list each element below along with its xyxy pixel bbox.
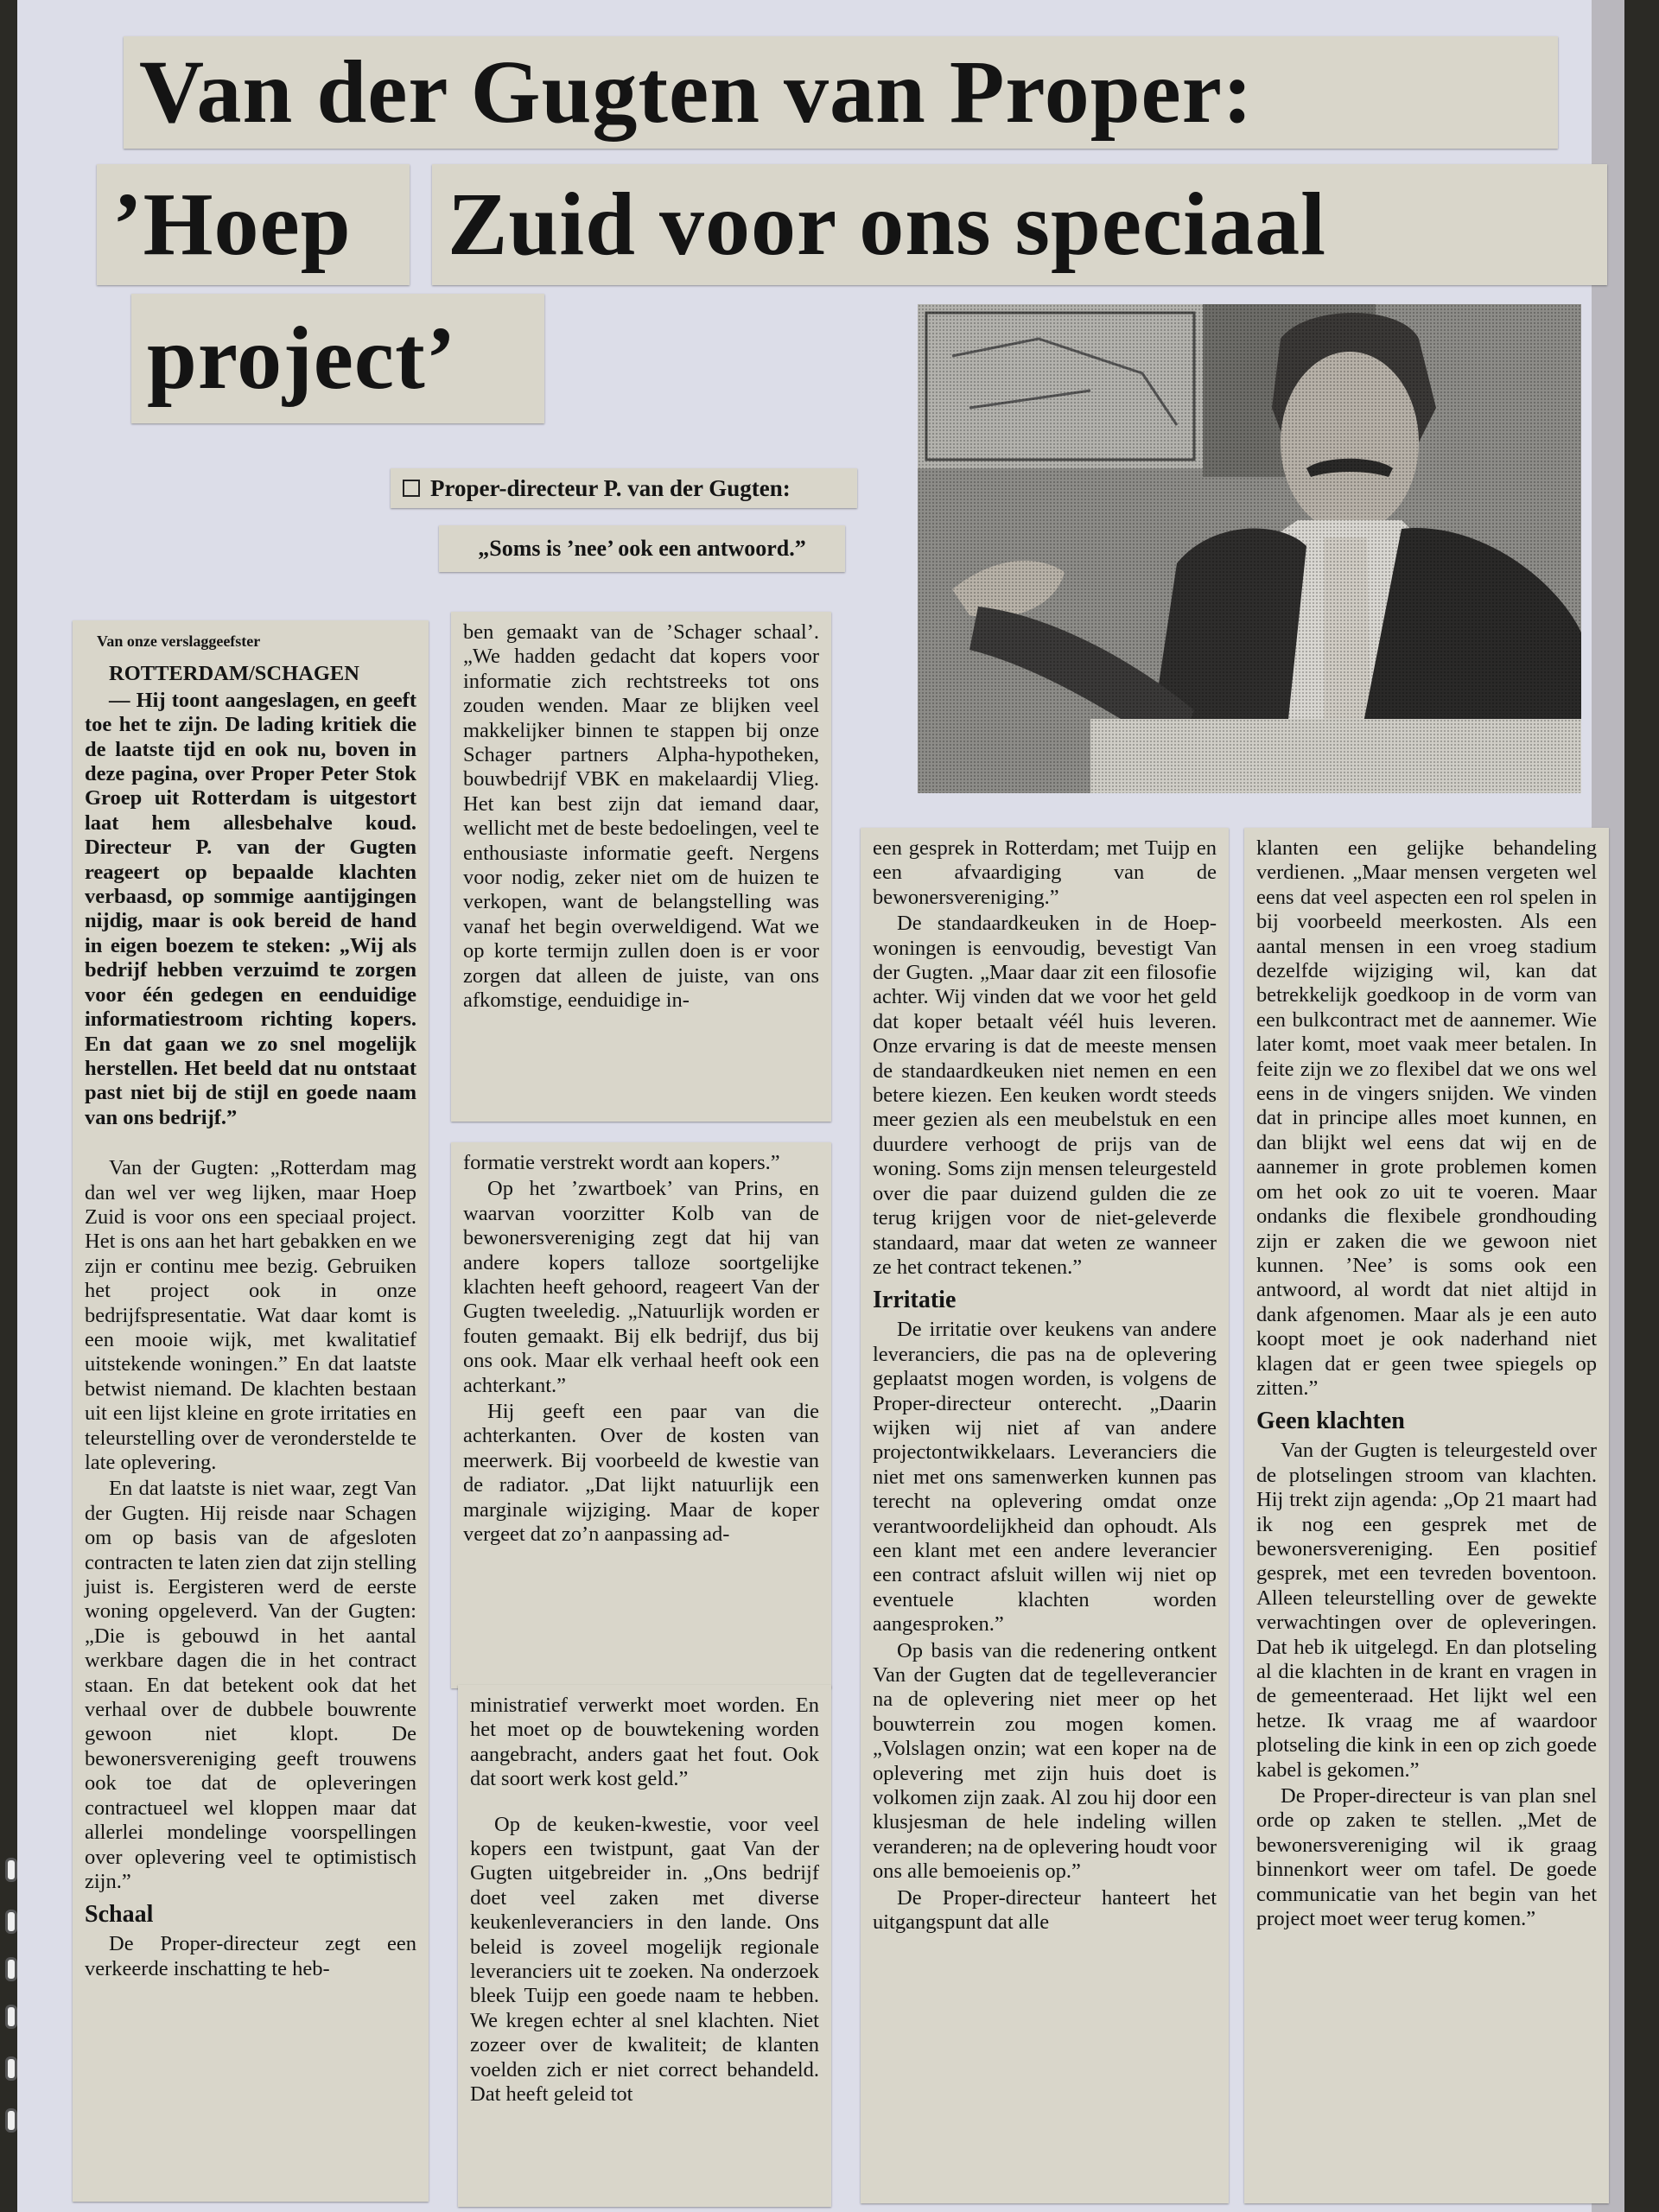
article-column-1	[73, 620, 429, 2202]
lead-paragraph: — Hij toont aangeslagen, en geeft toe het te zijn. De lading kritiek die de laatste tijd en ook nu, boven in deze pagina, over Proper Peter Stok Groep uit Rotterdam is uitgestort laat hem allesbehalve koud. Directeur P. van der Gugten reageert op bepaalde klachten verbaasd, op sommige aantijgingen nijdig, maar is ook bereid de hand in eigen boezem te steken: „Wij als bedrijf hebben verzuimd te zorgen voor één gedegen en eenduidige informatiestroom richting kopers. En dat gaan we zo snel mogelijk herstellen. Het beeld dat nu ontstaat past niet bij de stijl en goede naam van ons bedrijf.”	[85, 688, 416, 1129]
paragraph: Hij geeft een paar van die achterkanten. Over de kosten van meerwerk. Bij voorbeeld de kwestie van de radiator. „Dat lijkt natuurlijk een marginale wijziging. Maar de koper vergeet dat zo’n aanpassing ad-	[463, 1400, 819, 1547]
binder-ring	[5, 1858, 17, 1882]
binder-ring	[5, 2056, 17, 2081]
binder-ring	[5, 1957, 17, 1981]
paragraph: De Proper-directeur hanteert het uitgangspunt dat alle	[873, 1885, 1217, 1935]
portrait-illustration	[918, 304, 1581, 793]
paragraph: De irritatie over keukens van andere leveranciers, die pas na de oplevering geplaatst mogen worden, is volgens de Proper-directeur onterecht. „Daarin wijken wij niet af van andere projectontwikkelaars. Leveranciers die niet met ons samenwerken kunnen pas terecht na oplevering omdat onze verantwoordelijkheid dan ophoudt. Als een klant met een andere leverancier een contract afsluit willen wij niet op eventuele klachten worden aangesproken.”	[873, 1318, 1217, 1637]
article-column-3	[861, 828, 1229, 2203]
binder-ring	[5, 1910, 17, 1934]
paragraph: De standaardkeuken in de Hoep-woningen is eenvoudig, bevestigt Van der Gugten. „Maar daar zit een filosofie achter. Wij vinden dat we voor het geld dat koper betaalt véél huis leveren. Onze ervaring is dat de meeste mensen de standaardkeuken niet nemen en een betere kiezen. Een keuken wordt steeds meer gezien als een meubelstuk en een duurdere verhoogt de prijs van de woning. Soms zijn mensen teleurgesteld over die paar duizend gulden die ze terug krijgen voor de niet-geleverde standaard, maar dat weten ze wanneer ze het contract tekenen.”	[873, 912, 1217, 1279]
article-column-2a	[451, 612, 831, 1122]
headline-line-1: Van der Gugten van Proper:	[124, 36, 1558, 149]
binder-ring	[5, 2005, 17, 2029]
paragraph: Van der Gugten: „Rotterdam mag dan wel ver weg lijken, maar Hoep Zuid is voor ons een speciaal project. Het is ons aan het hart gebakken en we zijn er continu mee bezig. Gebruiken het project ook in onze bedrijfspresentatie. Wat daar komt is een mooie wijk, met kwalitatief uitstekende woningen.” En dat laatste betwist niemand. De klachten bestaan uit een lijst kleine en grote irritaties en teleurstelling over de veronderstelde te late oplevering.	[85, 1156, 416, 1474]
paragraph: En dat laatste is niet waar, zegt Van der Gugten. Hij reisde naar Schagen om op basis van de afgesloten contracten te laten zien dat zijn stelling juist is. Eergisteren werd de eerste woning opgeleverd. Van der Gugten: „Die is gebouwd in het aantal werkbare dagen die in het contract staan. En dat betekent ook dat het verhaal over de dubbele bouwrente gewoon niet klopt. De bewonersvereniging geeft trouwens ook toe dat de opleveringen contractueel wel kloppen maar dat allerlei mondelinge voorspellingen over oplevering veel te optimistisch zijn.”	[85, 1477, 416, 1893]
portrait-photo	[918, 304, 1581, 793]
subhead-schaal: Schaal	[85, 1901, 154, 1929]
dateline: ROTTERDAM/SCHAGEN	[109, 662, 359, 686]
paragraph: ministratief verwerkt moet worden. En het moet op de bouwtekening worden aangebracht, anders gaat het fout. Ook dat soort werk kost geld.”	[470, 1694, 819, 1791]
pull-quote: „Soms is ’nee’ ook een antwoord.”	[439, 525, 845, 572]
headline-line-2b: Zuid voor ons speciaal	[432, 164, 1607, 285]
paragraph: klanten een gelijke behandeling verdienen. „Maar mensen vergeten wel eens dat veel aspecten een rol spelen in bij voorbeeld meerkosten. Als een aantal mensen in een vroeg stadium dezelfde wijziging wil, kan dat betrekkelijk goedkoop in de vorm van een bulkcontract met de aannemer. Wie later komt, moet vaak meer betalen. In feite zijn we zo flexibel dat we ons wel eens in de vingers snijden. We vinden dat in principe alles moet kunnen, en dan blijkt wel eens dat wij en de aannemer in grote problemen komen om het ook zo uit te voeren. Maar ondanks die flexibele grondhouding zijn er zaken die we gewoon niet kunnen. ’Nee’ is soms ook een antwoord, al wordt dat niet altijd in dank afgenomen. Maar als je een auto koopt moet je ook naderhand niet klagen dat er geen twee spiegels op zitten.”	[1256, 836, 1597, 1400]
paragraph: Van der Gugten is teleurgesteld over de plotselingen stroom van klachten. Hij trekt zijn agenda: „Op 21 maart had ik nog een gesprek met de bewonersvereniging. Een positief gesprek, met een tevreden boventoon. Alleen teleurstelling over de gewekte verwachtingen over de opleveringen. Dat heb ik uitgelegd. En dan plotseling al die klachten in de krant en vragen in de gemeenteraad. Het lijkt wel een hetze. Ik vraag me af waardoor plotseling die kink in een op zich goede kabel is gekomen.”	[1256, 1439, 1597, 1782]
paragraph: een gesprek in Rotterdam; met Tuijp en een afvaardiging van de bewonersvereniging.”	[873, 836, 1217, 909]
paragraph: ben gemaakt van de ’Schager schaal’. „We hadden gedacht dat kopers voor informatie zich rechtstreeks tot ons zouden wenden. Maar ze blijken veel makkelijker binnen te stappen bij onze Schager partners Alpha-hypotheken, bouwbedrijf VBK en makelaardij Vlieg. Het kan best zijn dat iemand daar, wellicht met de beste bedoelingen, veel te enthousiaste informatie geeft. Nergens voor nodig, zeker niet om de huizen te verkopen, want de belangstelling was vanaf het begin overweldigend. Wat we op korte termijn zullen doen is er voor zorgen dat alleen de juiste, van ons afkomstige, eenduidige in-	[463, 620, 819, 1013]
paragraph: Op de keuken-kwestie, voor veel kopers een twistpunt, gaat Van der Gugten uitgebreider in. „Ons bedrijf doet veel zaken met diverse keukenleveranciers in den lande. Ons beleid is zoveel mogelijk regionale leveranciers uit te zoeken. Na onderzoek bleek Tuijp een goede naam te hebben. We kregen echter al snel klachten. Niet zozeer over de kwaliteit; de klanten voelden zich er niet correct behandeld. Dat heeft geleid tot	[470, 1812, 819, 2107]
paragraph: formatie verstrekt wordt aan kopers.”	[463, 1151, 780, 1174]
paragraph: De Proper-directeur is van plan snel orde op zaken te stellen. „Met de bewonersvereniging wil ik graag binnenkort weer om tafel. De goede communicatie van het begin van het project moet weer terug komen.”	[1256, 1784, 1597, 1931]
subhead-geen-klachten: Geen klachten	[1256, 1408, 1405, 1435]
article-column-2c	[458, 1685, 831, 2207]
article-column-2b	[451, 1142, 831, 1688]
byline: Van onze verslaggeefster	[97, 632, 261, 650]
subhead-irritatie: Irritatie	[873, 1287, 957, 1314]
paragraph: Op het ’zwartboek’ van Prins, en waarvan voorzitter Kolb van de bewonersvereniging zegt dat hij van andere kopers talloze soortgelijke klachten heeft gehoord, reageert Van der Gugten tweeledig. „Natuurlijk worden er fouten gemaakt. Bij elk bedrijf, dus bij ons ook. Maar elk verhaal heeft ook een achterkant.”	[463, 1177, 819, 1397]
paragraph: De Proper-directeur zegt een verkeerde inschatting te heb-	[85, 1932, 416, 1980]
kicker-text: Proper-directeur P. van der Gugten:	[430, 474, 791, 501]
kicker	[391, 468, 857, 508]
headline-line-2a: ’Hoep	[97, 164, 410, 285]
square-bullet-icon	[403, 480, 420, 497]
headline-line-3: project’	[131, 294, 544, 423]
paragraph: Op basis van die redenering ontkent Van der Gugten dat de tegelleverancier na de oplevering niet meer op het bouwterrein zou mogen komen. „Volslagen onzin; wat een koper na de oplevering met zijn huis doet is volkomen zijn zaak. Al zou hij door een klusjesman de hele indeling willen veranderen; na de oplevering houdt voor ons alle bemoeienis op.”	[873, 1638, 1217, 1884]
article-column-4	[1244, 828, 1609, 2203]
binder-ring	[5, 2108, 17, 2133]
